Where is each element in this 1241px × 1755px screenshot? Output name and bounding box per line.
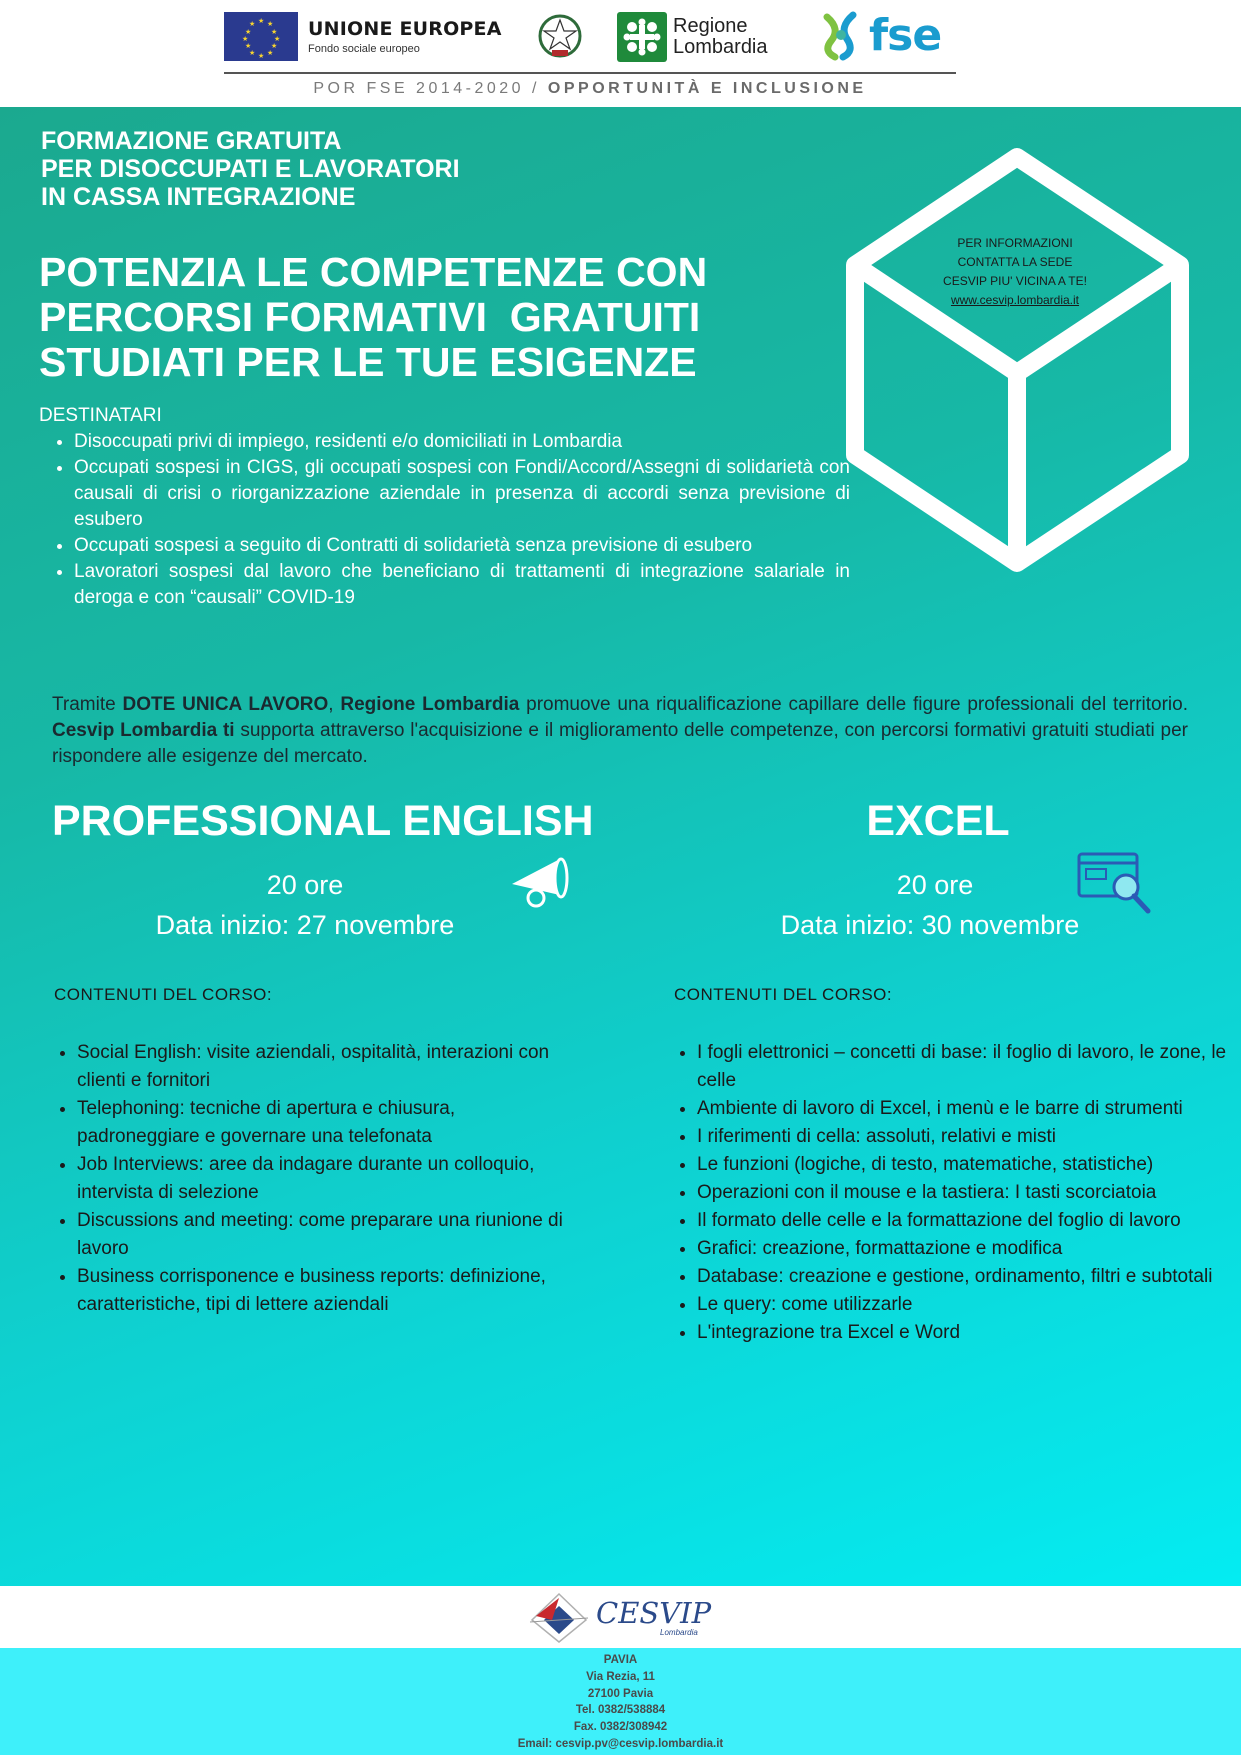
course-english-contents-title: CONTENUTI DEL CORSO: xyxy=(54,985,273,1004)
list-item: • Il formato delle celle e la formattazione del foglio di lavoro xyxy=(697,1207,1237,1235)
footer-city: PAVIA xyxy=(603,1654,638,1666)
list-item: • Occupati sospesi a seguito di Contratti di solidarietà senza previsione di esubero xyxy=(74,533,850,559)
info-line-2: CONTATTA LA SEDE xyxy=(957,255,1073,269)
footer-tel: Tel. 0382/538884 xyxy=(575,1704,666,1717)
description-paragraph xyxy=(52,692,1188,770)
rl-line1: Regione xyxy=(673,15,748,37)
por-part-b: OPPORTUNITÀ E INCLUSIONE xyxy=(547,80,867,97)
course-excel-title: EXCEL xyxy=(866,797,1010,845)
course-excel-hours: 20 ore xyxy=(896,870,974,900)
intro-line-1: FORMAZIONE GRATUITA xyxy=(41,127,342,155)
eu-subtitle: Fondo sociale europeo xyxy=(308,43,420,55)
para-text: promuove una riqualificazione capillare delle figure professionali del territorio. xyxy=(519,694,1189,715)
course-english-contents xyxy=(54,1039,577,1319)
eu-flag-icon: ★ ★ ★ ★ ★ ★ ★ ★ ★ ★ ★ ★ xyxy=(224,12,298,61)
por-part-a: POR FSE 2014-2020 / xyxy=(313,80,540,97)
por-subtitle xyxy=(224,80,956,98)
headline-line-1: POTENZIA LE COMPETENZE CON xyxy=(39,249,708,295)
main-panel xyxy=(0,107,1241,1586)
list-item: • Ambiente di lavoro di Excel, i menù e le barre di strumenti xyxy=(697,1095,1237,1123)
info-line-3: CESVIP PIU' VICINA A TE! xyxy=(943,274,1087,288)
footer-cap: 27100 Pavia xyxy=(587,1687,654,1700)
para-text: supporta attraverso l'acquisizione e il miglioramento delle competenze, con percorsi formativi gratuiti studiati per rispondere alle esigenze del mercato. xyxy=(52,720,1188,767)
list-item: • Le query: come utilizzarle xyxy=(697,1291,1237,1319)
eu-logo xyxy=(224,12,502,61)
regione-lombardia-logo xyxy=(617,12,768,62)
list-item: • Business corrisponence e business reports: definizione, caratteristiche, tipi di lettere aziendali xyxy=(77,1263,577,1319)
destinatari-list xyxy=(39,429,850,611)
course-excel-contents xyxy=(674,1039,1237,1347)
footer-contacts xyxy=(0,1648,1241,1755)
para-bold: Regione Lombardia xyxy=(340,694,520,715)
list-item: • Telephoning: tecniche di apertura e chiusura, padroneggiare e governare una telefonata xyxy=(77,1095,577,1151)
para-text: Tramite xyxy=(52,694,123,715)
list-item: • Le funzioni (logiche, di testo, matematiche, statistiche) xyxy=(697,1151,1237,1179)
course-english-date: Data inizio: 27 novembre xyxy=(155,910,455,940)
list-item: • Lavoratori sospesi dal lavoro che beneficiano di trattamenti di integrazione salariale in deroga e con “causali” COVID-19 xyxy=(74,559,850,611)
list-item: • Operazioni con il mouse e la tastiera: I tasti scorciatoia xyxy=(697,1179,1237,1207)
cesvip-symbol-icon xyxy=(528,1590,590,1646)
megaphone-icon xyxy=(508,852,576,912)
intro-line-2: PER DISOCCUPATI E LAVORATORI xyxy=(41,155,460,183)
fse-symbol-icon xyxy=(817,11,865,61)
list-item: • I riferimenti di cella: assoluti, relativi e misti xyxy=(697,1123,1237,1151)
list-item: • Grafici: creazione, formattazione e modifica xyxy=(697,1235,1237,1263)
italian-republic-emblem-icon xyxy=(537,12,583,60)
course-excel-contents-title: CONTENUTI DEL CORSO: xyxy=(674,985,893,1004)
info-line-1: PER INFORMAZIONI xyxy=(957,236,1073,250)
list-item: • Occupati sospesi in CIGS, gli occupati sospesi con Fondi/Accord/Assegni di solidarietà con causali di crisi o riorganizzazione aziendale in presenza di accordi senza previsione di esubero xyxy=(74,455,850,533)
footer-email[interactable]: Email: cesvip.pv@cesvip.lombardia.it xyxy=(517,1737,724,1750)
list-item: • Discussions and meeting: come preparare una riunione di lavoro xyxy=(77,1207,577,1263)
destinatari-title: DESTINATARI xyxy=(39,405,162,426)
course-excel-date: Data inizio: 30 novembre xyxy=(780,910,1080,940)
list-item: • Database: creazione e gestione, ordinamento, filtri e subtotali xyxy=(697,1263,1237,1291)
header-logos xyxy=(0,0,1241,107)
list-item: • I fogli elettronici – concetti di base: il foglio di lavoro, le zone, le celle xyxy=(697,1039,1237,1095)
headline-line-2: PERCORSI FORMATIVI GRATUITI xyxy=(39,294,701,340)
rosa-camuna-icon xyxy=(617,12,667,62)
website-link[interactable]: www.cesvip.lombardia.it xyxy=(950,293,1080,307)
intro-line-3: IN CASSA INTEGRAZIONE xyxy=(41,183,356,211)
footer-fax: Fax. 0382/308942 xyxy=(573,1721,668,1734)
info-box xyxy=(915,234,1115,310)
footer-address: Via Rezia, 11 xyxy=(586,1670,655,1683)
list-item: • Social English: visite aziendali, ospitalità, interazioni con clienti e fornitori xyxy=(77,1039,577,1095)
headline-line-3: STUDIATI PER LE TUE ESIGENZE xyxy=(39,339,697,385)
footer-logo-band xyxy=(0,1586,1241,1648)
eu-title: UNIONE EUROPEA xyxy=(308,18,502,40)
para-text: , xyxy=(328,694,341,715)
course-english-hours: 20 ore xyxy=(266,870,344,900)
course-english-title: PROFESSIONAL ENGLISH xyxy=(52,797,594,845)
cesvip-logo xyxy=(528,1590,711,1646)
intro-heading xyxy=(41,127,460,211)
fse-logo xyxy=(817,10,941,61)
list-item: • L'integrazione tra Excel e Word xyxy=(697,1319,1237,1347)
fse-text: fse xyxy=(869,10,942,61)
list-item: • Job Interviews: aree da indagare durante un colloquio, intervista di selezione xyxy=(77,1151,577,1207)
cube-outline-icon xyxy=(840,145,1195,575)
para-bold: Cesvip Lombardia ti xyxy=(52,720,235,741)
headline xyxy=(39,250,799,385)
list-item: • Disoccupati privi di impiego, residenti e/o domiciliati in Lombardia xyxy=(74,429,850,455)
rl-line2: Lombardia xyxy=(673,36,768,58)
cesvip-text: CESVIP xyxy=(596,1596,712,1630)
cesvip-sub: Lombardia xyxy=(660,1628,698,1637)
monitor-search-icon xyxy=(1076,849,1156,919)
para-bold: DOTE UNICA LAVORO xyxy=(122,694,329,715)
header-divider xyxy=(224,72,956,74)
